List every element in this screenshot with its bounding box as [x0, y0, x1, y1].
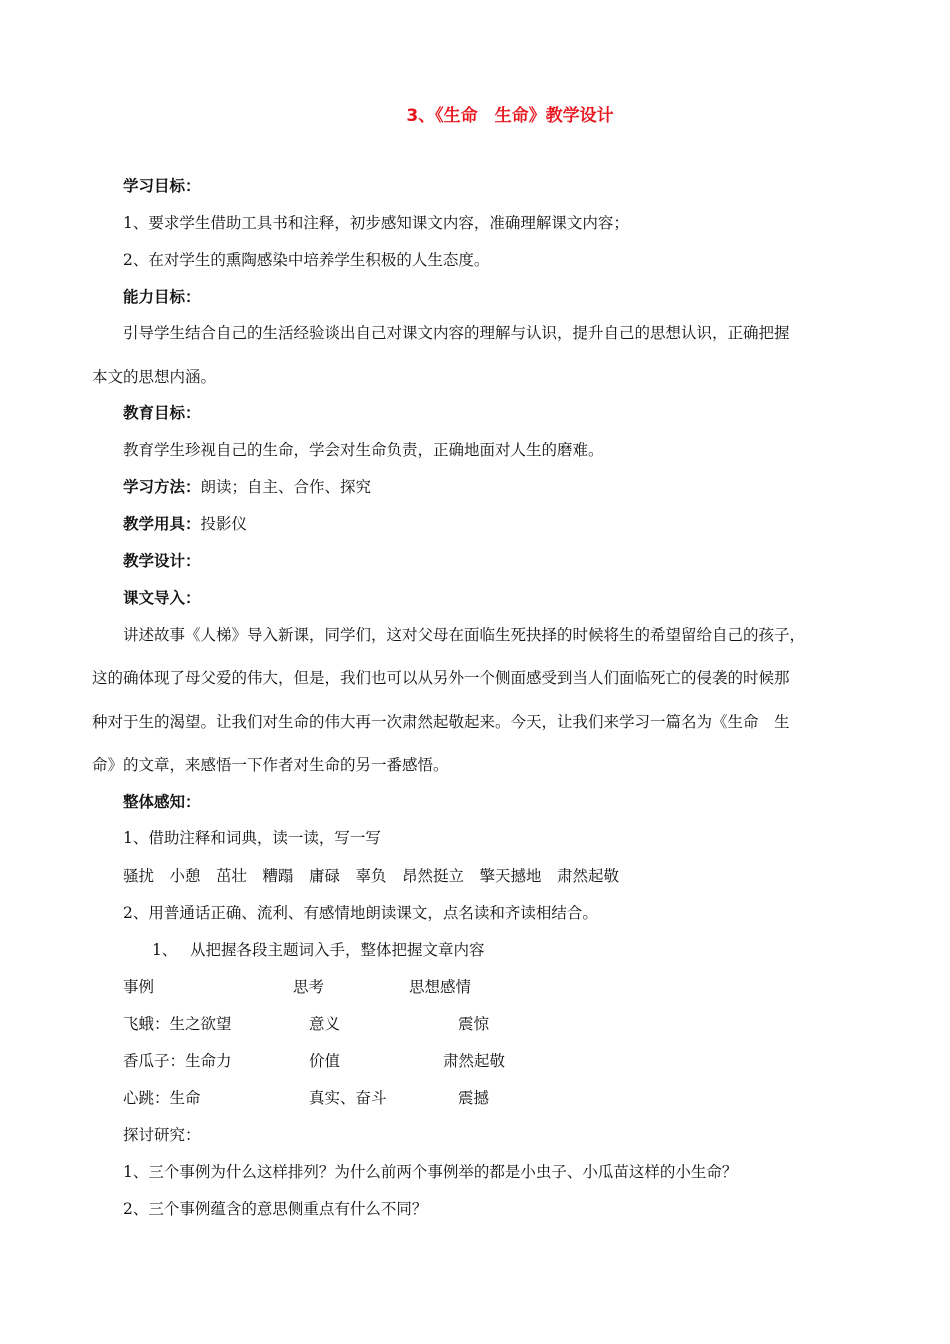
table-cell: 心跳：生命 — [123, 1089, 201, 1107]
intro-line2: 这的确体现了母父爱的伟大，但是，我们也可以从另外一个侧面感受到当人们面临死亡的侵袭的时候那 — [92, 669, 790, 687]
tools-label: 教学用具： — [123, 515, 201, 533]
intro-line1: 讲述故事《人梯》导入新课，同学们，这对父母在面临生死抉择的时候将生的希望留给自己的孩子， — [123, 626, 806, 644]
learning-goal-1: 1、要求学生借助工具书和注释，初步感知课文内容，准确理解课文内容； — [123, 214, 629, 232]
ability-goal-line2: 本文的思想内涵。 — [92, 368, 217, 386]
research-2: 2、三个事例蕴含的意思侧重点有什么不同？ — [123, 1200, 428, 1218]
learning-goal-heading: 学习目标： — [123, 177, 201, 195]
tools-text: 投影仪 — [200, 515, 248, 533]
table-cell: 肃然起敬 — [443, 1052, 506, 1070]
ability-goal-line1: 引导学生结合自己的生活经验谈出自己对课文内容的理解与认识，提升自己的思想认识，正确把握 — [123, 324, 790, 342]
intro-heading: 课文导入： — [123, 589, 201, 607]
method-text: 朗读；自主、合作、探究 — [200, 478, 372, 496]
education-goal-heading: 教育目标： — [123, 404, 201, 422]
table-cell: 意义 — [309, 1015, 341, 1033]
method-line — [123, 477, 371, 497]
table-cell: 价值 — [309, 1052, 341, 1070]
learning-goal-2: 2、在对学生的熏陶感染中培养学生积极的人生态度。 — [123, 251, 490, 269]
header-cell: 思考 — [293, 978, 325, 996]
perception-heading: 整体感知： — [123, 793, 201, 811]
perception-3: 1、 从把握各段主题词入手，整体把握文章内容 — [152, 941, 485, 959]
intro-line3: 种对于生的渴望。让我们对生命的伟大再一次肃然起敬起来。今天，让我们来学习一篇名为《生命 生 — [92, 713, 790, 731]
research-heading: 探讨研究： — [123, 1126, 201, 1144]
header-cell: 思想感情 — [409, 978, 472, 996]
table-cell: 真实、奋斗 — [309, 1089, 387, 1107]
document-title: 3、《生命 生命》教学设计 — [406, 106, 614, 126]
table-cell: 震惊 — [458, 1015, 490, 1033]
table-cell: 震撼 — [458, 1089, 490, 1107]
perception-2: 2、用普通话正确、流利、有感情地朗读课文，点名读和齐读相结合。 — [123, 904, 598, 922]
education-goal-text: 教育学生珍视自己的生命，学会对生命负责，正确地面对人生的磨难。 — [123, 441, 604, 459]
table-cell: 飞蛾：生之欲望 — [123, 1015, 232, 1033]
method-label: 学习方法： — [123, 478, 201, 496]
ability-goal-heading: 能力目标： — [123, 288, 201, 306]
design-heading: 教学设计： — [123, 552, 201, 570]
research-1: 1、三个事例为什么这样排列？为什么前两个事例举的都是小虫子、小瓜苗这样的小生命？ — [123, 1163, 738, 1181]
perception-1: 1、借助注释和词典，读一读，写一写 — [123, 829, 381, 847]
vocab-list: 骚扰 小憩 茁壮 糟蹋 庸碌 辜负 昂然挺立 擎天撼地 肃然起敬 — [123, 867, 620, 885]
intro-line4: 命》的文章，来感悟一下作者对生命的另一番感悟。 — [92, 756, 449, 774]
header-cell: 事例 — [123, 978, 155, 996]
table-cell: 香瓜子：生命力 — [123, 1052, 232, 1070]
tools-line — [123, 514, 247, 534]
